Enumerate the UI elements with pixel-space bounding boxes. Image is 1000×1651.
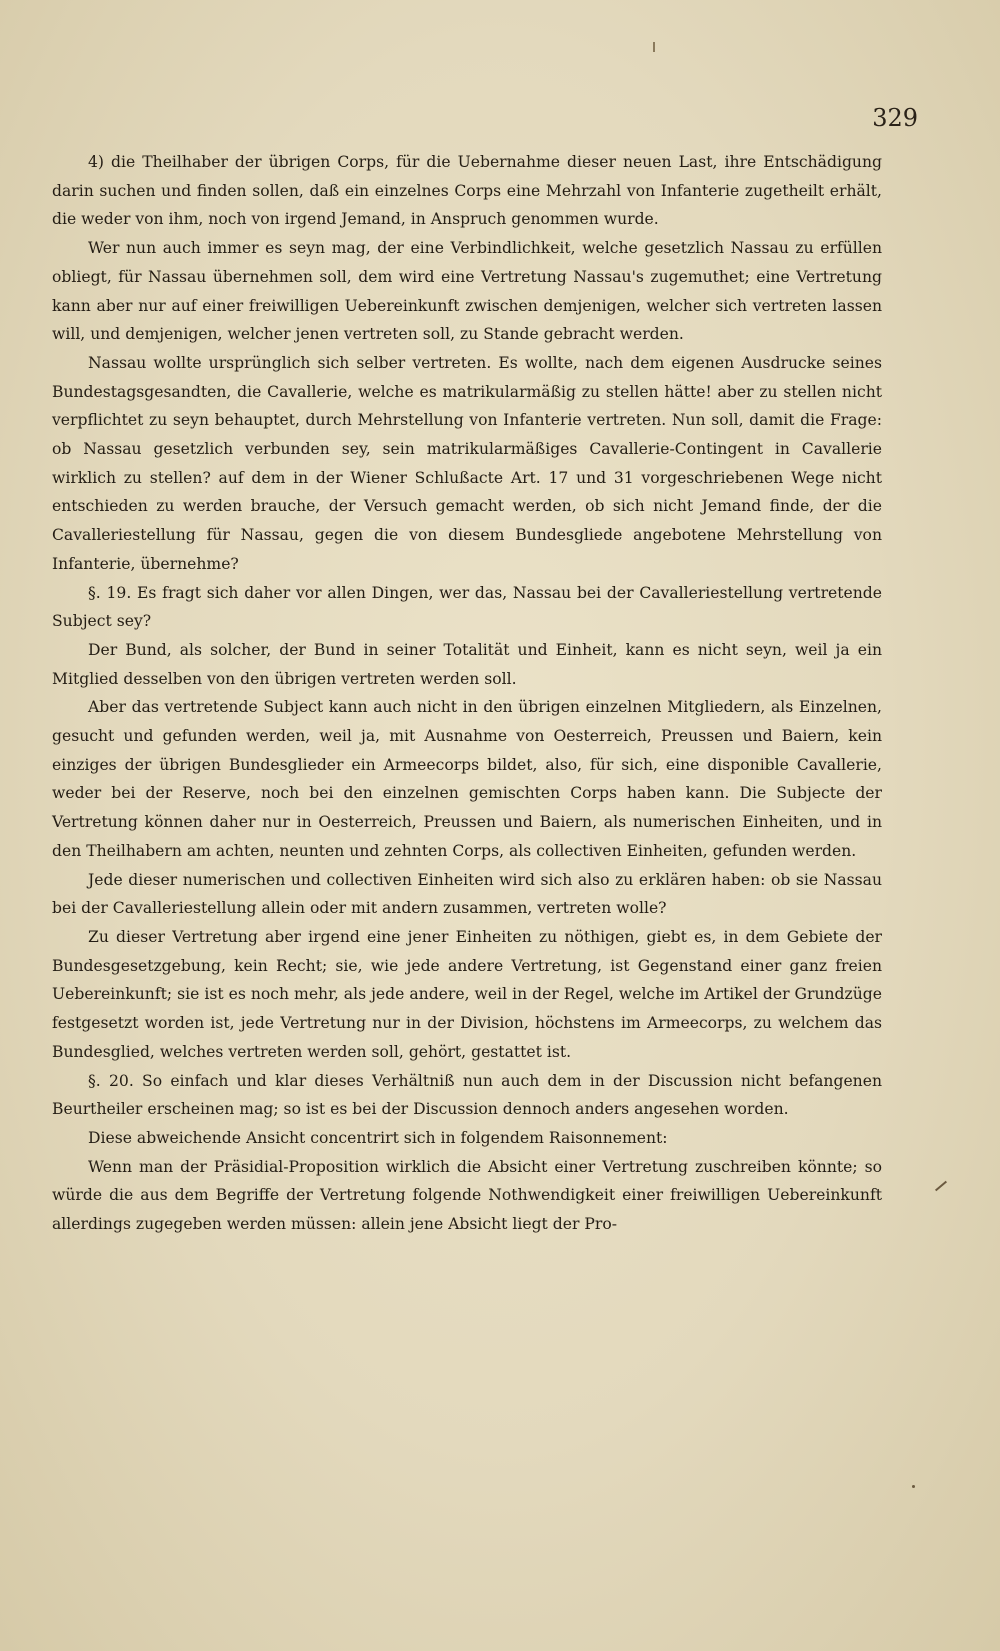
- paragraph: Diese abweichende Ansicht concentrirt sich in folgendem Raisonnement:: [88, 1128, 668, 1147]
- print-mark: [653, 42, 655, 52]
- paragraph: Jede dieser numerischen und collectiven Einheiten wird sich also zu erklären haben: ob sie Nassau bei der Cavalleriestellung allein oder mit andern zusammen, vertreten wolle?: [52, 870, 882, 918]
- margin-pencil-mark: [935, 1181, 947, 1192]
- paragraph: Wer nun auch immer es seyn mag, der eine Verbindlichkeit, welche gesetzlich Nassau zu erfüllen obliegt, für Nassau übernehmen soll, dem wird eine Vertretung Nassau's zugemuthet; eine Vertretung kann aber nur auf einer freiwilligen Uebereinkunft zwischen demjenigen, welcher sich vertreten lassen will, und demjenigen, welcher jenen vertreten soll, zu Stande gebracht werden.: [52, 239, 882, 344]
- margin-dot-mark: [912, 1485, 915, 1488]
- paragraph: Nassau wollte ursprünglich sich selber vertreten. Es wollte, nach dem eigenen Ausdrucke seines Bundestagsgesandten, die Cavallerie, welche es matrikularmäßig zu stellen hätte! aber zu stellen nicht verpflichtet zu seyn behauptet, durch Mehrstellung von Infanterie vertreten. Nun soll, damit die Frage: ob Nassau gesetzlich verbunden sey, sein matrikularmäßiges Cavallerie-Contingent in Cavallerie wirklich zu stellen? auf dem in der Wiener Schlußacte Art. 17 und 31 vorgeschriebenen Wege nicht entschieden zu werden brauche, der Versuch gemacht werden, ob sich nicht Jemand finde, der die Cavalleriestellung für Nassau, gegen die von diesem Bundesgliede angebotene Mehrstellung von Infanterie, übernehme?: [52, 353, 882, 573]
- paragraph: Zu dieser Vertretung aber irgend eine jener Einheiten zu nöthigen, giebt es, in dem Gebiete der Bundesgesetzgebung, kein Recht; sie, wie jede andere Vertretung, ist Gegenstand einer ganz freien Uebereinkunft; sie ist es noch mehr, als jede andere, weil in der Regel, welche im Artikel der Grundzüge festgesetzt worden ist, jede Vertretung nur in der Division, höchstens im Armeecorps, zu welchem das Bundesglied, welches vertreten werden soll, gehört, gestattet ist.: [52, 927, 882, 1061]
- paragraph: 4) die Theilhaber der übrigen Corps, für die Uebernahme dieser neuen Last, ihre Entschädigung darin suchen und finden sollen, daß ein einzelnes Corps eine Mehrzahl von Infanterie zugetheilt erhält, die weder von ihm, noch von irgend Jemand, in Anspruch genommen wurde.: [52, 153, 882, 229]
- body-text: [52, 148, 882, 1239]
- paragraph: §. 20. So einfach und klar dieses Verhältniß nun auch dem in der Discussion nicht befangenen Beurtheiler erscheinen mag; so ist es bei der Discussion dennoch anders angesehen worden.: [52, 1071, 882, 1119]
- paragraph: §. 19. Es fragt sich daher vor allen Dingen, wer das, Nassau bei der Cavalleriestellung vertretende Subject sey?: [52, 583, 882, 631]
- paragraph: Der Bund, als solcher, der Bund in seiner Totalität und Einheit, kann es nicht seyn, weil ja ein Mitglied desselben von den übrigen vertreten werden soll.: [52, 640, 882, 688]
- paragraph: Wenn man der Präsidial-Proposition wirklich die Absicht einer Vertretung zuschreiben könnte; so würde die aus dem Begriffe der Vertretung folgende Nothwendigkeit einer freiwilligen Uebereinkunft allerdings zugegeben werden müssen: allein jene Absicht liegt der Pro-: [52, 1157, 882, 1234]
- page-number: 329: [872, 104, 918, 132]
- paragraph: Aber das vertretende Subject kann auch nicht in den übrigen einzelnen Mitgliedern, als Einzelnen, gesucht und gefunden werden, weil ja, mit Ausnahme von Oesterreich, Preussen und Baiern, kein einziges der übrigen Bundesglieder ein Armeecorps bildet, also, für sich, eine disponible Cavallerie, weder bei der Reserve, noch bei den einzelnen gemischten Corps haben kann. Die Subjecte der Vertretung können daher nur in Oesterreich, Preussen und Baiern, als numerischen Einheiten, und in den Theilhabern am achten, neunten und zehnten Corps, als collectiven Einheiten, gefunden werden.: [52, 698, 882, 860]
